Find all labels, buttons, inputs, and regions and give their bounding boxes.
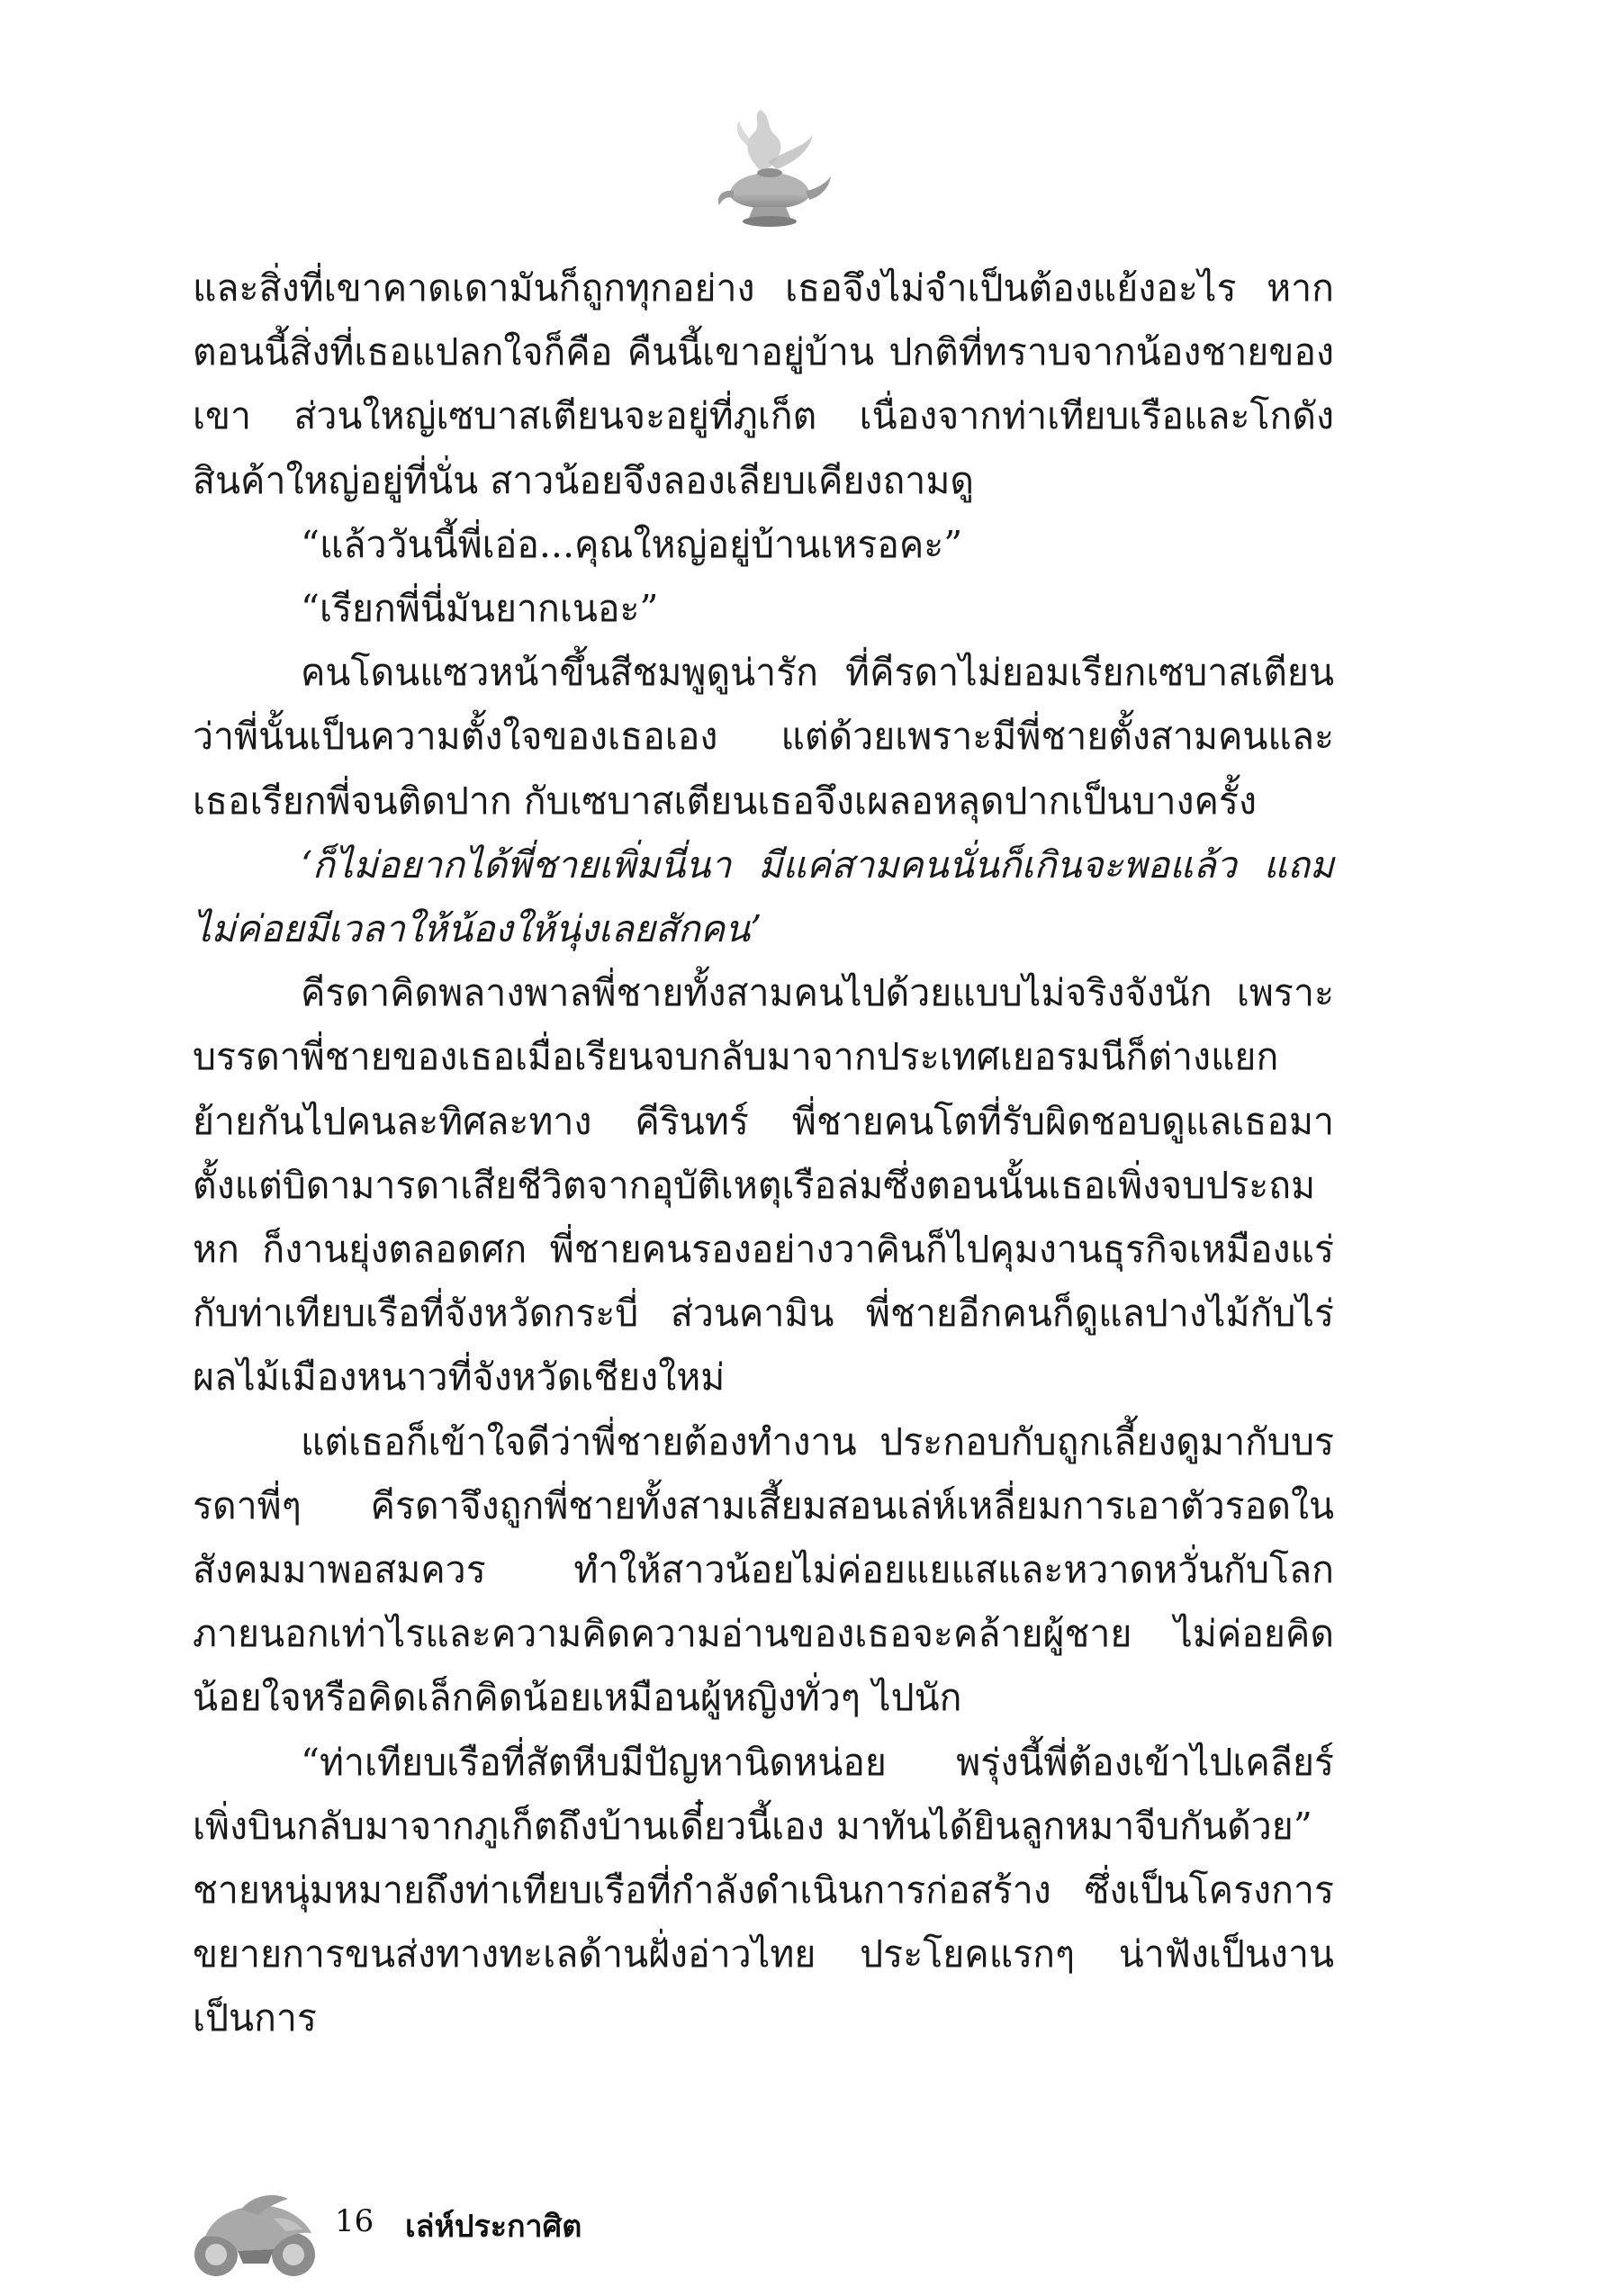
paragraph-2: “แล้ววันนี้พี่เอ่อ...คุณใหญ่อยู่บ้านเหรอคะ” [301,522,963,566]
genie-lamp-icon [698,108,833,230]
paragraph-4: คนโดนแซวหน้าขึ้นสีชมพูดูน่ารัก ที่คีรดาไม่ยอมเรียกเซบาสเตียนว่าพี่นั้นเป็นความตั้งใจของเธอเอง แต่ด้วยเพราะมีพี่ชายตั้งสามคนและเธอเรียกพี่จนติดปาก กับเซบาสเตียนเธอจึงเผลอหลุดปากเป็นบางครั้ง [193,651,1334,823]
paragraph-6: คีรดาคิดพลางพาลพี่ชายทั้งสามคนไปด้วยแบบไม่จริงจังนัก เพราะบรรดาพี่ชายของเธอเมื่อเรียนจบกลับมาจากประเทศเยอรมนีก็ต่างแยกย้ายกันไปคนละทิศละทาง คีรินทร์ พี่ชายคนโตที่รับผิดชอบดูแลเธอมาตั้งแต่บิดามารดาเสียชีวิตจากอุบัติเหตุเรือล่มซึ่งตอนนั้นเธอเพิ่งจบประถมหก ก็งานยุ่งตลอดศก พี่ชายคนรองอย่างวาคินก็ไปคุมงานธุรกิจเหมืองแร่กับท่าเทียบเรือที่จังหวัดกระบี่ ส่วนคามิน พี่ชายอีกคนก็ดูแลปางไม้กับไร่ผลไม้เมืองหนาวที่จังหวัดเชียงใหม่ [193,971,1334,1400]
body-text [193,257,1334,2051]
paragraph-5-thought: ‘ก็ไม่อยากได้พี่ชายเพิ่มนี่นา มีแค่สามคนนั่นก็เกินจะพอแล้ว แถมไม่ค่อยมีเวลาให้น้องให้นุ่งเลยสักคน’ [193,842,1334,951]
paragraph-3: “เรียกพี่นี่มันยากเนอะ” [301,587,659,631]
paragraph-8: “ท่าเทียบเรือที่สัตหีบมีปัญหานิดหน่อย พรุ่งนี้พี่ต้องเข้าไปเคลียร์ เพิ่งบินกลับมาจากภูเก็ตถึงบ้านเดี๋ยวนี้เอง มาทันได้ยินลูกหมาจีบกันด้วย” [193,1740,1334,1848]
paragraph-1: และสิ่งที่เขาคาดเดามันก็ถูกทุกอย่าง เธอจึงไม่จำเป็นต้องแย้งอะไร หากตอนนี้สิ่งที่เธอแปลกใจก็คือ คืนนี้เขาอยู่บ้าน ปกติที่ทราบจากน้องชายของเขา ส่วนใหญ่เซบาสเตียนจะอยู่ที่ภูเก็ต เนื่องจากท่าเทียบเรือและโกดังสินค้าใหญ่อยู่ที่นั่น สาวน้อยจึงลองเลียบเคียงถามดู [193,266,1334,502]
paragraph-7: แต่เธอก็เข้าใจดีว่าพี่ชายต้องทำงาน ประกอบกับถูกเลี้ยงดูมากับบรรดาพี่ๆ คีรดาจึงถูกพี่ชายทั้งสามเสี้ยมสอนเล่ห์เหลี่ยมการเอาตัวรอดในสังคมมาพอสมควร ทำให้สาวน้อยไม่ค่อยแยแสและหวาดหวั่นกับโลกภายนอกเท่าไรและความคิดความอ่านของเธอจะคล้ายผู้ชาย ไม่ค่อยคิดน้อยใจหรือคิดเล็กคิดน้อยเหมือนผู้หญิงทั่วๆ ไปนัก [193,1419,1334,1720]
paragraph-9: ชายหนุ่มหมายถึงท่าเทียบเรือที่กำลังดำเนินการก่อสร้าง ซึ่งเป็นโครงการขยายการขนส่งทางทะเลด้านฝั่งอ่าวไทย ประโยคแรกๆ น่าฟังเป็นงานเป็นการ [193,1868,1334,2040]
page-number: 16 [335,2203,374,2239]
motorcycle-icon [187,2183,322,2282]
book-title: เล่ห์ประกาศิต [405,2209,582,2245]
